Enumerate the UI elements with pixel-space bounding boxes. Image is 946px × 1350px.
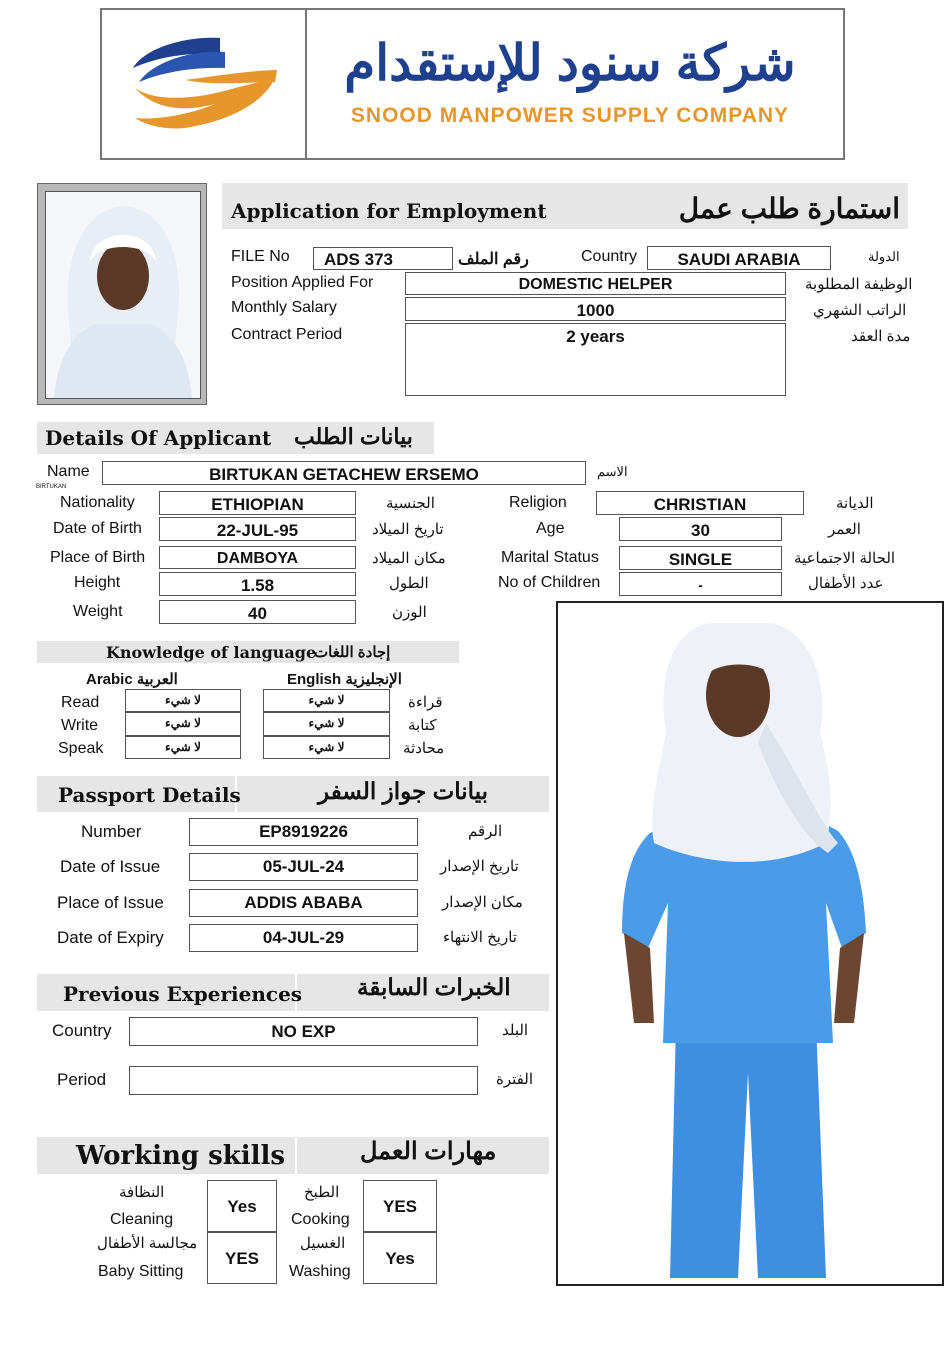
passport-section-en: Passport Details: [58, 783, 241, 807]
age-value: 30: [619, 517, 782, 541]
skills-section-ar: مهارات العمل: [360, 1138, 497, 1165]
skills-band-divider: [295, 1137, 297, 1174]
position-ar: الوظيفة المطلوبة: [805, 276, 913, 293]
height-value: 1.58: [159, 572, 356, 596]
cooking-label: Cooking: [291, 1211, 350, 1228]
position-label: Position Applied For: [231, 274, 374, 291]
company-name-english: SNOOD MANPOWER SUPPLY COMPANY: [350, 104, 790, 127]
religion-label: Religion: [509, 494, 567, 511]
contract-value: 2 years: [405, 323, 786, 396]
washing-label: Washing: [289, 1263, 351, 1280]
expiry-value: 04-JUL-29: [189, 924, 418, 952]
expiry-ar: تاريخ الانتهاء: [443, 929, 517, 946]
salary-ar: الراتب الشهري: [813, 302, 907, 319]
dob-value: 22-JUL-95: [159, 517, 356, 541]
dob-label: Date of Birth: [53, 520, 142, 537]
passport-number-value: EP8919226: [189, 818, 418, 846]
english-write-value: لا شيء: [263, 712, 390, 736]
experience-period-ar: الفترة: [496, 1071, 533, 1088]
arabic-language-header: Arabic العربية: [86, 671, 178, 688]
file-no-value: ADS 373: [313, 247, 453, 270]
applicant-full-body-photo: [556, 601, 944, 1286]
cooking-value: YES: [363, 1180, 437, 1232]
pob-label: Place of Birth: [50, 549, 146, 566]
position-value: DOMESTIC HELPER: [405, 272, 786, 295]
salary-label: Monthly Salary: [231, 299, 337, 316]
issue-place-ar: مكان الإصدار: [442, 894, 523, 911]
contract-label: Contract Period: [231, 326, 343, 343]
experience-period-label: Period: [57, 1070, 107, 1089]
cleaning-label: Cleaning: [110, 1211, 174, 1228]
english-speak-value: لا شيء: [263, 736, 390, 759]
marital-ar: الحالة الاجتماعية: [794, 550, 896, 567]
country-ar: الدولة: [868, 249, 900, 264]
file-no-label: FILE No: [231, 248, 290, 265]
babysitting-value: YES: [207, 1232, 277, 1284]
file-no-ar: رقم الملف: [458, 251, 529, 268]
issue-date-ar: تاريخ الإصدار: [440, 858, 519, 875]
passport-number-ar: الرقم: [468, 823, 503, 840]
religion-value: CHRISTIAN: [596, 491, 804, 515]
write-label: Write: [61, 717, 99, 734]
arabic-write-value: لا شيء: [125, 712, 241, 736]
weight-label: Weight: [73, 603, 123, 620]
issue-place-label: Place of Issue: [57, 893, 164, 912]
experience-section-ar: الخبرات السابقة: [357, 974, 511, 1000]
children-ar: عدد الأطفال: [808, 575, 884, 592]
speak-ar: محادثة: [403, 740, 445, 757]
passport-number-label: Number: [81, 822, 142, 841]
language-section-en: Knowledge of language: [106, 643, 317, 662]
speak-label: Speak: [58, 740, 104, 757]
english-read-value: لا شيء: [263, 689, 390, 712]
age-ar: العمر: [828, 521, 861, 538]
washing-ar: الغسيل: [300, 1235, 346, 1252]
babysitting-ar: مجالسة الأطفال: [97, 1235, 198, 1252]
experience-country-ar: البلد: [502, 1022, 529, 1039]
country-label: Country: [581, 248, 638, 265]
english-language-header: English الإنجليزية: [287, 671, 402, 688]
applicant-section-ar: بيانات الطلب: [294, 424, 413, 449]
salary-value: 1000: [405, 297, 786, 321]
cooking-ar: الطبخ: [304, 1184, 340, 1201]
height-label: Height: [74, 574, 121, 591]
washing-value: Yes: [363, 1232, 437, 1284]
company-logo-icon: [125, 30, 285, 140]
arabic-speak-value: لا شيء: [125, 736, 241, 759]
applicant-portrait-photo: [37, 183, 207, 405]
cleaning-ar: النظافة: [119, 1184, 165, 1201]
application-title-ar: استمارة طلب عمل: [678, 193, 900, 224]
company-name-arabic: شركة سنود للإستقدام: [344, 35, 796, 91]
experience-country-value: NO EXP: [129, 1017, 478, 1046]
experience-country-label: Country: [52, 1021, 112, 1040]
children-value: -: [619, 572, 782, 596]
application-title-en: Application for Employment: [231, 199, 547, 223]
passport-section-ar: بيانات جواز السفر: [318, 778, 489, 804]
marital-label: Marital Status: [501, 549, 599, 566]
issue-date-value: 05-JUL-24: [189, 853, 418, 881]
age-label: Age: [536, 520, 565, 537]
religion-ar: الديانة: [836, 495, 874, 512]
language-section-ar: إجادة اللغات: [314, 644, 391, 661]
country-value: SAUDI ARABIA: [647, 246, 831, 270]
expiry-label: Date of Expiry: [57, 928, 164, 947]
dob-ar: تاريخ الميلاد: [372, 521, 444, 538]
experience-period-value: [129, 1066, 478, 1095]
nationality-ar: الجنسية: [386, 495, 435, 512]
name-value: BIRTUKAN GETACHEW ERSEMO: [102, 461, 586, 485]
height-ar: الطول: [389, 575, 429, 592]
nationality-value: ETHIOPIAN: [159, 491, 356, 515]
issue-date-label: Date of Issue: [60, 857, 161, 876]
weight-ar: الوزن: [392, 604, 427, 621]
experience-section-en: Previous Experiences: [63, 982, 303, 1006]
contract-ar: مدة العقد: [851, 328, 911, 345]
name-ar: الاسم: [597, 464, 628, 479]
skills-section-en: Working skills: [76, 1141, 286, 1171]
nationality-label: Nationality: [60, 494, 135, 511]
write-ar: كتابة: [408, 717, 437, 734]
babysitting-label: Baby Sitting: [98, 1263, 184, 1280]
arabic-read-value: لا شيء: [125, 689, 241, 712]
children-label: No of Children: [498, 574, 601, 591]
read-label: Read: [61, 694, 100, 711]
pob-value: DAMBOYA: [159, 546, 356, 569]
issue-place-value: ADDIS ABABA: [189, 889, 418, 917]
applicant-section-en: Details Of Applicant: [45, 426, 272, 450]
read-ar: قراءة: [408, 694, 443, 711]
marital-value: SINGLE: [619, 546, 782, 570]
name-small-caption: BIRTUKAN: [36, 484, 67, 490]
pob-ar: مكان الميلاد: [372, 550, 446, 567]
header-divider: [305, 8, 307, 160]
cleaning-value: Yes: [207, 1180, 277, 1232]
weight-value: 40: [159, 600, 356, 624]
name-label: Name: [47, 463, 90, 480]
